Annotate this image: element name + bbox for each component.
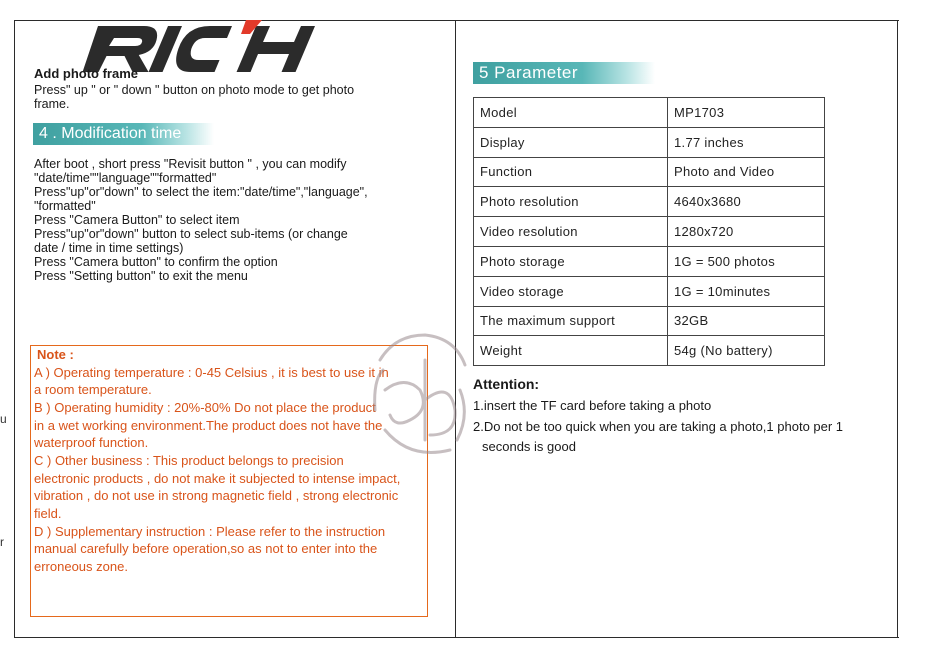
param-value: 54g (No battery) bbox=[668, 336, 825, 366]
photo-frame-heading: Add photo frame bbox=[34, 66, 138, 81]
note-line-10: D ) Supplementary instruction : Please refer to the instruction bbox=[34, 524, 386, 539]
param-key: Photo resolution bbox=[474, 187, 668, 217]
parameter-table bbox=[473, 97, 825, 366]
attention-line-3: seconds is good bbox=[482, 439, 576, 454]
modification-line-2: "date/time""language""formatted" bbox=[34, 171, 217, 185]
note-line-3: B ) Operating humidity : 20%-80% Do not place the product bbox=[34, 400, 376, 415]
edge-fragment-2: r bbox=[0, 535, 4, 549]
param-key: Weight bbox=[474, 336, 668, 366]
table-row bbox=[474, 246, 825, 276]
param-key: Model bbox=[474, 98, 668, 128]
photo-frame-text-1: Press" up " or " down " button on photo mode to get photo bbox=[34, 83, 355, 97]
note-line-9: field. bbox=[34, 506, 62, 521]
param-value: MP1703 bbox=[668, 98, 825, 128]
table-row bbox=[474, 127, 825, 157]
param-value: 4640x3680 bbox=[668, 187, 825, 217]
attention-line-1: 1.insert the TF card before taking a photo bbox=[473, 398, 712, 413]
photo-frame-text-2: frame. bbox=[34, 97, 70, 111]
note-line-2: a room temperature. bbox=[34, 382, 152, 397]
note-line-4: in a wet working environment.The product does not have the bbox=[34, 418, 383, 433]
parameter-banner: 5 Parameter bbox=[473, 62, 655, 84]
table-row bbox=[474, 187, 825, 217]
param-value: 1280x720 bbox=[668, 217, 825, 247]
param-value: 1G = 10minutes bbox=[668, 276, 825, 306]
modification-line-3: Press"up"or"down" to select the item:"date/time","language", bbox=[34, 185, 368, 199]
modification-line-1: After boot , short press "Revisit button " , you can modify bbox=[34, 157, 347, 171]
param-value: 32GB bbox=[668, 306, 825, 336]
param-key: Photo storage bbox=[474, 246, 668, 276]
param-key: Video storage bbox=[474, 276, 668, 306]
param-value: 1.77 inches bbox=[668, 127, 825, 157]
edge-fragment-1: u bbox=[0, 412, 7, 426]
modification-line-7: date / time in time settings) bbox=[34, 241, 184, 255]
modification-line-9: Press "Setting button" to exit the menu bbox=[34, 269, 248, 283]
table-row bbox=[474, 336, 825, 366]
note-line-6: C ) Other business : This product belongs to precision bbox=[34, 453, 344, 468]
table-row bbox=[474, 98, 825, 128]
note-line-7: electronic products , do not make it subjected to intense impact, bbox=[34, 471, 401, 486]
modification-time-banner: 4 . Modification time bbox=[33, 123, 214, 145]
note-line-12: erroneous zone. bbox=[34, 559, 128, 574]
param-key: Video resolution bbox=[474, 217, 668, 247]
frame-left-border bbox=[14, 20, 15, 638]
modification-line-4: "formatted" bbox=[34, 199, 96, 213]
note-line-5: waterproof function. bbox=[34, 435, 149, 450]
attention-title: Attention: bbox=[473, 376, 540, 392]
param-key: Display bbox=[474, 127, 668, 157]
frame-bottom-border bbox=[14, 637, 899, 638]
note-line-8: vibration , do not use in strong magnetic field , strong electronic bbox=[34, 488, 399, 503]
modification-line-6: Press"up"or"down" button to select sub-items (or change bbox=[34, 227, 348, 241]
table-row bbox=[474, 276, 825, 306]
modification-line-8: Press "Camera button" to confirm the option bbox=[34, 255, 278, 269]
param-key: The maximum support bbox=[474, 306, 668, 336]
table-row bbox=[474, 306, 825, 336]
note-title: Note : bbox=[37, 347, 74, 362]
table-row bbox=[474, 217, 825, 247]
param-value: Photo and Video bbox=[668, 157, 825, 187]
note-line-1: A ) Operating temperature : 0-45 Celsius , it is best to use it in bbox=[34, 365, 389, 380]
param-value: 1G = 500 photos bbox=[668, 246, 825, 276]
table-row bbox=[474, 157, 825, 187]
modification-line-5: Press "Camera Button" to select item bbox=[34, 213, 240, 227]
store-seal-watermark-icon bbox=[365, 320, 475, 470]
frame-right-border bbox=[897, 20, 898, 638]
note-line-11: manual carefully before operation,so as not to enter into the bbox=[34, 541, 378, 556]
attention-line-2: 2.Do not be too quick when you are taking a photo,1 photo per 1 bbox=[473, 419, 844, 434]
param-key: Function bbox=[474, 157, 668, 187]
